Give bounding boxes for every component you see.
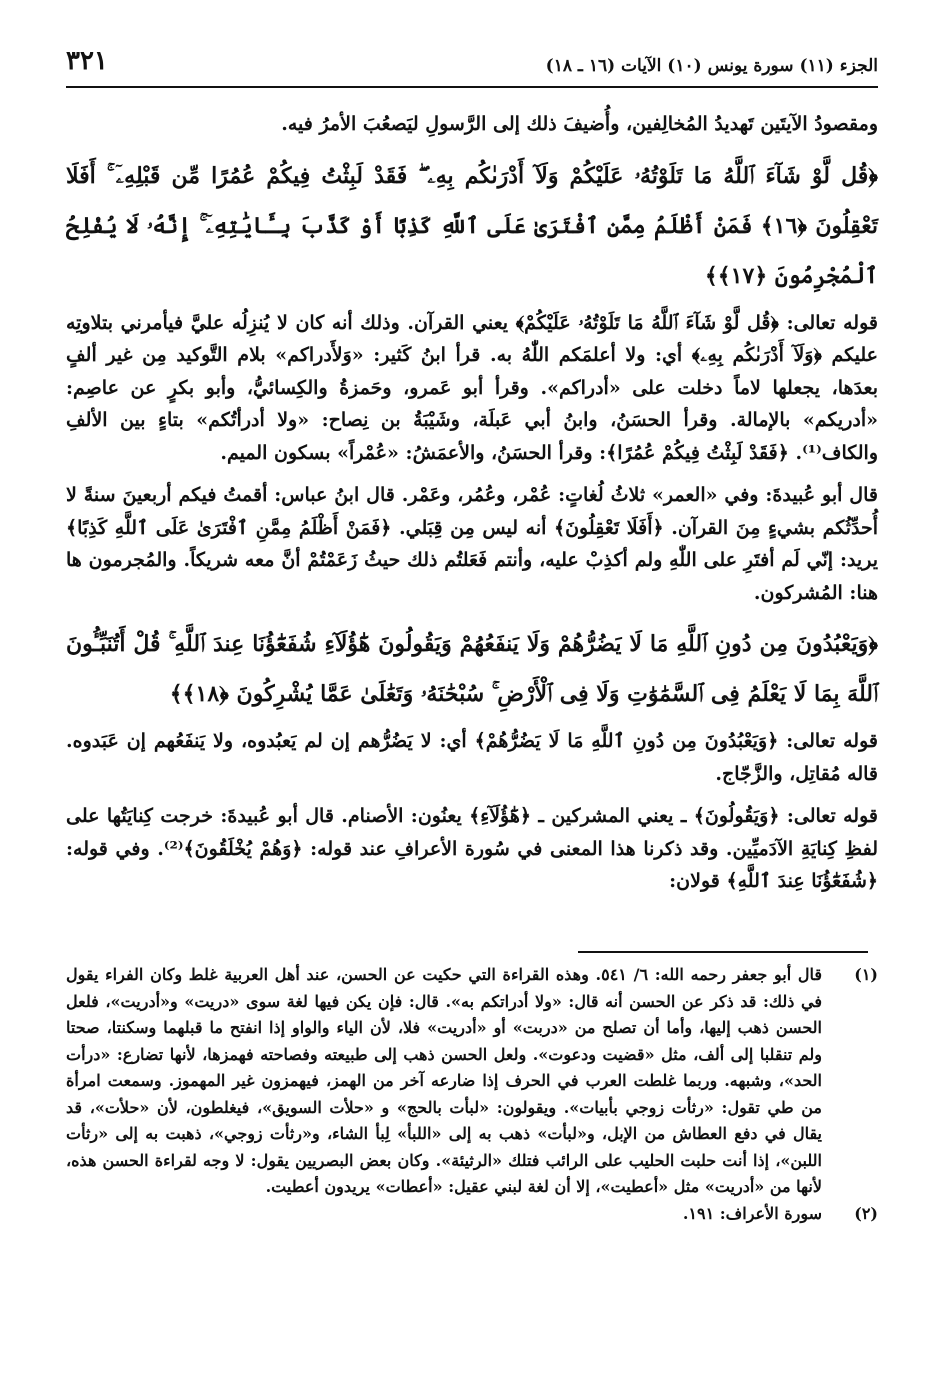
footnote — [66, 1201, 878, 1228]
quran-verse-16-17: ﴿قُل لَّوْ شَآءَ ٱللَّهُ مَا تَلَوْتُهُۥ عَلَيْكُمْ وَلَآ أَدْرَىٰكُم بِهِۦ ۖ فَقَدْ لَبِثْتُ فِيكُمْ عُمُرًا مِّن قَبْلِهِۦٓ ۚ أَفَلَا تَعْقِلُونَ ﴿١٦﴾ فَمَنْ أَظْلَمُ مِمَّنِ ٱفْتَرَىٰ عَلَى ٱللَّهِ كَذِبًا أَوْ كَذَّبَ بِـَٔايَٰتِهِۦٓ ۚ إِنَّهُۥ لَا يُفْلِحُ ٱلْمُجْرِمُونَ ﴿١٧﴾﴾ — [66, 162, 878, 289]
footnote-divider — [578, 951, 868, 953]
paragraph-commentary-17: قال أبو عُبيدةَ: وفي «العمر» ثلاثُ لُغاتٍ: عُمْر، وعُمُر، وعَمْر. قال ابنُ عباس: أقمتُ فيكم أربعينَ سنةً لا أُحدِّثُكم بشيءٍ مِنَ القرآن. ﴿أَفَلَا تَعْقِلُونَ﴾ أنه ليس مِن قِبَلي. ﴿فَمَنْ أَظْلَمُ مِمَّنِ ٱفْتَرَىٰ عَلَى ٱللَّهِ كَذِبًا﴾ يريد: إنّي لَم أفتَرِ على اللّٰهِ ولم أكذِبْ عليه، وأنتم فَعَلتُم ذلك حيثُ زَعَمْتُمْ أنَّ معه شريكاً. والمُجرمون ها هنا: المُشركون. — [66, 484, 878, 604]
quran-verse-18: ﴿وَيَعْبُدُونَ مِن دُونِ ٱللَّهِ مَا لَا يَضُرُّهُمْ وَلَا يَنفَعُهُمْ وَيَقُولُونَ هَٰٓؤُلَآءِ شُفَعَٰٓؤُنَا عِندَ ٱللَّهِ ۚ قُلْ أَتُنَبِّـُٔونَ ٱللَّهَ بِمَا لَا يَعْلَمُ فِى ٱلسَّمَٰوَٰتِ وَلَا فِى ٱلْأَرْضِ ۚ سُبْحَٰنَهُۥ وَتَعَٰلَىٰ عَمَّا يُشْرِكُونَ ﴿١٨﴾﴾ — [66, 631, 878, 707]
running-header — [66, 46, 878, 88]
main-text — [66, 108, 878, 908]
footnote-text: قال أبو جعفر رحمه الله: ٦/ ٥٤١. وهذه القراءة التي حكيت عن الحسن، عند أهل العربية غلط وكان الفراء يقول في ذلك: قد ذكر عن الحسن أنه قال: «ولا أدراتكم به». قال: فإن يكن فيها لغة سوى «دريت» و«أدريت»، فلعل الحسن ذهب إليها، وأما أن تصلح من «دربت» أو «أدريت» فلا، لأن الياء والواو إذا انفتح ما قبلهما وسكنتا، صحتا ولم تنقلبا إلى ألف، مثل «قضيت ودعوت». ولعل الحسن ذهب إلى طبيعته وفصاحته فهمزها، لأنها تضارع: «درأت الحد»، وشبهه. وربما غلطت العرب في الحرف إذا ضارعه آخر من الهمز، فيهمزون غير المهموز. وسمعت امرأة من طي تقول: «رثأت زوجي بأبيات». ويقولون: «لبأت بالحج» و «حلأت السويق»، فيغلطون، لأن «حلأت»، قد يقال في دفع العطاش من الإبل، و«لبأت» ذهب به إلى «اللبأ» لِبأ الشاء، و«رثأت زوجي»، ذهبت به إلى «رثأت اللبن»، إذا أنت حلبت الحليب على الرائب فتلك «الرثيئة». وكان بعض البصريين يقول: لا وجه لقراءة الحسن هذه، لأنها من «أدريت» مثل «أعطيت»، إلا أن لغة لبني عقيل: «أعطات» يريدون أعطيت. — [66, 965, 823, 1196]
paragraph-commentary-18a: قوله تعالى: ﴿وَيَعْبُدُونَ مِن دُونِ ٱللَّهِ مَا لَا يَضُرُّهُمْ﴾ أي: لا يَضُرُّهم إن لم يَعبُدوه، ولا يَنفَعُهم إن عَبَدوه. قاله مُقاتِل، والزَّجّاج. — [66, 730, 878, 785]
paragraph-commentary-16: قوله تعالى: ﴿قُل لَّوْ شَآءَ ٱللَّهُ مَا تَلَوْتُهُۥ عَلَيْكُمْ﴾ يعني القرآن. وذلك أنه كان لا يُنزِلُه عليَّ فيأمرني بتلاوتِه عليكم ﴿وَلَآ أَدْرَىٰكُم بِهِۦ﴾ أي: ولا أعلمَكم اللّٰهُ به. قرأ ابنُ كَثير: «وَلأَدراكم» بلام التَّوكيد مِن غير ألفٍ بعدَها، يجعلها لاماً دخلت على «أدراكم». وقرأ أبو عَمرو، وحَمزةُ والكِسائيُّ، وأبو بكرٍ عن عاصِم: «أدريكم» بالإمالة. وقرأ الحسَنُ، وابنُ أبي عَبلَة، وشَيْبَةُ بن نِصاح: «ولا أدرأتُكم» بتاءٍ بين الألفِ والكاف⁽¹⁾. ﴿فَقَدْ لَبِثْتُ فِيكُمْ عُمُرًا﴾: وقرأ الحسَنُ، والأعمَشُ: «عُمْراً» بسكون الميم. — [66, 311, 878, 464]
footnotes — [66, 962, 878, 1227]
footnote-number: (٢) — [854, 1203, 878, 1223]
header-title: الجزء (١١) سورة يونس (١٠) الآيات (١٦ ـ ١٨) — [545, 56, 878, 76]
footnote — [66, 962, 878, 1201]
footnote-number: (١) — [854, 965, 878, 984]
paragraph-commentary-18b: قوله تعالى: ﴿وَيَقُولُونَ﴾ ـ يعني المشركين ـ ﴿هَٰٓؤُلَآءِ﴾ يعنُون: الأصنام. قال أبو عُبيدةَ: خرجت كِنايَتُها على لفظِ كِنايَةِ الآدَميِّين. وقد ذكرنا هذا المعنى في سُورة الأعرافِ عند قوله: ﴿وَهُمْ يُخْلَقُونَ﴾⁽²⁾. وفي قوله: ﴿شُفَعَٰٓؤُنَا عِندَ ٱللَّهِ﴾ قولان: — [66, 805, 878, 892]
page-number: ٣٢١ — [66, 46, 108, 76]
footnote-text: سورة الأعراف: ١٩١. — [682, 1203, 822, 1223]
paragraph-intro: ومقصودُ الآيتَين تَهديدُ المُخالِفين، وأُضيفَ ذلك إلى الرَّسولِ ليَصعُبَ الأمرُ فيه. — [281, 113, 878, 135]
